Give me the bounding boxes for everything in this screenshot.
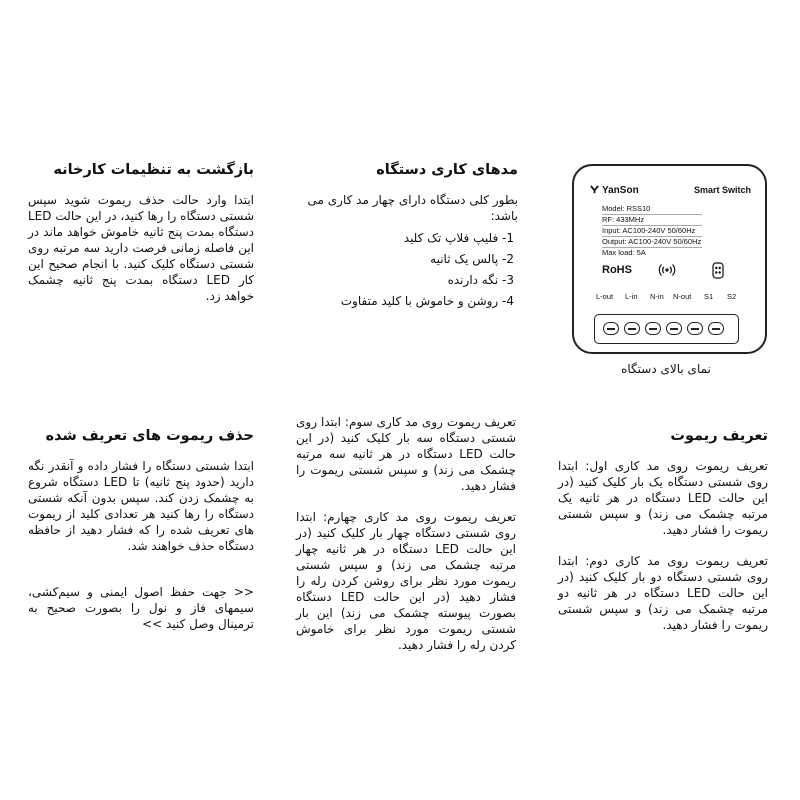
factory-reset-title: بازگشت به تنظیمات کارخانه: [53, 162, 254, 178]
terminal-screw-icon: [645, 322, 661, 335]
device-brand: YanSon: [590, 184, 639, 196]
mode-item: 4- روشن و خاموش با کلید متفاوت: [340, 294, 514, 308]
modes-intro: بطور کلی دستگاه دارای چهار مد کاری می باشد:: [307, 193, 518, 223]
wireless-signal-icon: [658, 262, 676, 278]
rohs-mark: RoHS: [602, 264, 632, 276]
device-product-name: Smart Switch: [693, 185, 751, 195]
remote-mode3-text: تعریف ریموت روی مد کاری سوم: ابتدا روی شستی دستگاه سه بار کلیک کنید (در این حالت LED دستگاه در هر ثانیه سه مرتبه چشمک می زند) و سپس شستی ریموت را فشار دهید.: [296, 415, 517, 493]
delete-remote-body: ابتدا شستی دستگاه را فشار داده و آنقدر نگه دارید (حدود پنج ثانیه) تا LED دستگاه شروع به چشمک زدن کند. سپس بدون آنکه شستی دستگاه را رها کنید هر تعدادی کلید از ریموت های تعریف شده را که فشار دهید از حافظه دستگاه حذف خواهند شد.: [28, 459, 254, 553]
terminal-label: N-in: [650, 292, 664, 301]
modes-list: [298, 228, 518, 312]
spec-line: Input: AC100-240V 50/60Hz: [602, 226, 696, 235]
delete-remote-section: [28, 428, 254, 632]
terminal-block: [594, 314, 739, 344]
terminal-label: L-in: [625, 292, 638, 301]
spec-line: Model: RSS10: [602, 204, 651, 213]
modes-title: مدهای کاری دستگاه: [376, 162, 518, 178]
factory-reset-body: ابتدا وارد حالت حذف ریموت شوید سپس شستی دستگاه را رها کنید، در این حالت LED دستگاه بمدت پنج ثانیه خاموش خواهد ماند در این فاصله زمانی فرصت دارید سه مرتبه روی شستی دستگاه کلیک کنید. با انجام صحیح این کار LED دستگاه بمدت پنج ثانیه چشمک خواهد زد.: [28, 193, 255, 303]
device-caption: نمای بالای دستگاه: [621, 362, 711, 376]
define-remote-title: تعریف ریموت: [670, 428, 768, 444]
remote-mode4-text: تعریف ریموت روی مد کاری چهارم: ابتدا روی شستی دستگاه چهار بار کلیک کنید (در این حالت LED دستگاه در هر ثانیه چهار مرتبه چشمک می زند) و سپس شستی ریموت مورد نظر برای روشن کردن رله را فشار دهید (در این حالت LED دستگاه بصورت پیوسته چشمک می زند) این بار شستی ریموت مورد نظر برای خاموش کردن رله را فشار دهید.: [296, 510, 517, 652]
terminal-screw-icon: [666, 322, 682, 335]
yanson-logo-icon: [590, 185, 599, 194]
factory-reset-section: [28, 162, 254, 304]
spec-line: Max load: 5A: [602, 248, 646, 257]
delete-remote-title: حذف ریموت های تعریف شده: [45, 428, 254, 444]
modes-section: [298, 162, 518, 312]
remote-mode3-4-section: [296, 414, 516, 653]
terminal-screw-icon: [603, 322, 619, 335]
remote-control-icon: [712, 262, 724, 279]
remote-mode1-text: تعریف ریموت روی مد کاری اول: ابتدا روی شستی دستگاه یک بار کلیک کنید (در این حالت LED دستگاه در هر ثانیه یک مرتبه چشمک می زند) و سپس شستی ریموت را فشار دهید.: [558, 459, 768, 537]
terminal-screw-icon: [687, 322, 703, 335]
define-remote-section: [558, 428, 768, 633]
mode-item: 3- نگه دارنده: [447, 273, 514, 287]
device-specs: [602, 204, 702, 258]
remote-mode2-text: تعریف ریموت روی مد کاری دوم: ابتدا روی شستی دستگاه دو بار کلیک کنید (در این حالت LED دستگاه در هر ثانیه دو مرتبه چشمک می زند) و سپس شستی ریموت را فشار دهید.: [558, 554, 768, 632]
terminal-label: S1: [704, 292, 714, 301]
terminal-label: N-out: [673, 292, 692, 301]
terminal-label: S2: [727, 292, 737, 301]
terminal-screw-icon: [624, 322, 640, 335]
mode-item: 2- پالس یک ثانیه: [430, 252, 514, 266]
spec-line: Output: AC100-240V 50/60Hz: [602, 237, 702, 246]
terminal-label: L-out: [596, 292, 614, 301]
terminal-screw-icon: [708, 322, 724, 335]
safety-warning: << جهت حفظ اصول ایمنی و سیم‌کشی، سیمهای فاز و نول را بصورت صحیح به ترمینال وصل کنید >>: [28, 585, 254, 631]
spec-line: RF: 433MHz: [602, 215, 645, 224]
mode-item: 1- فلیپ فلاپ تک کلید: [403, 231, 514, 245]
